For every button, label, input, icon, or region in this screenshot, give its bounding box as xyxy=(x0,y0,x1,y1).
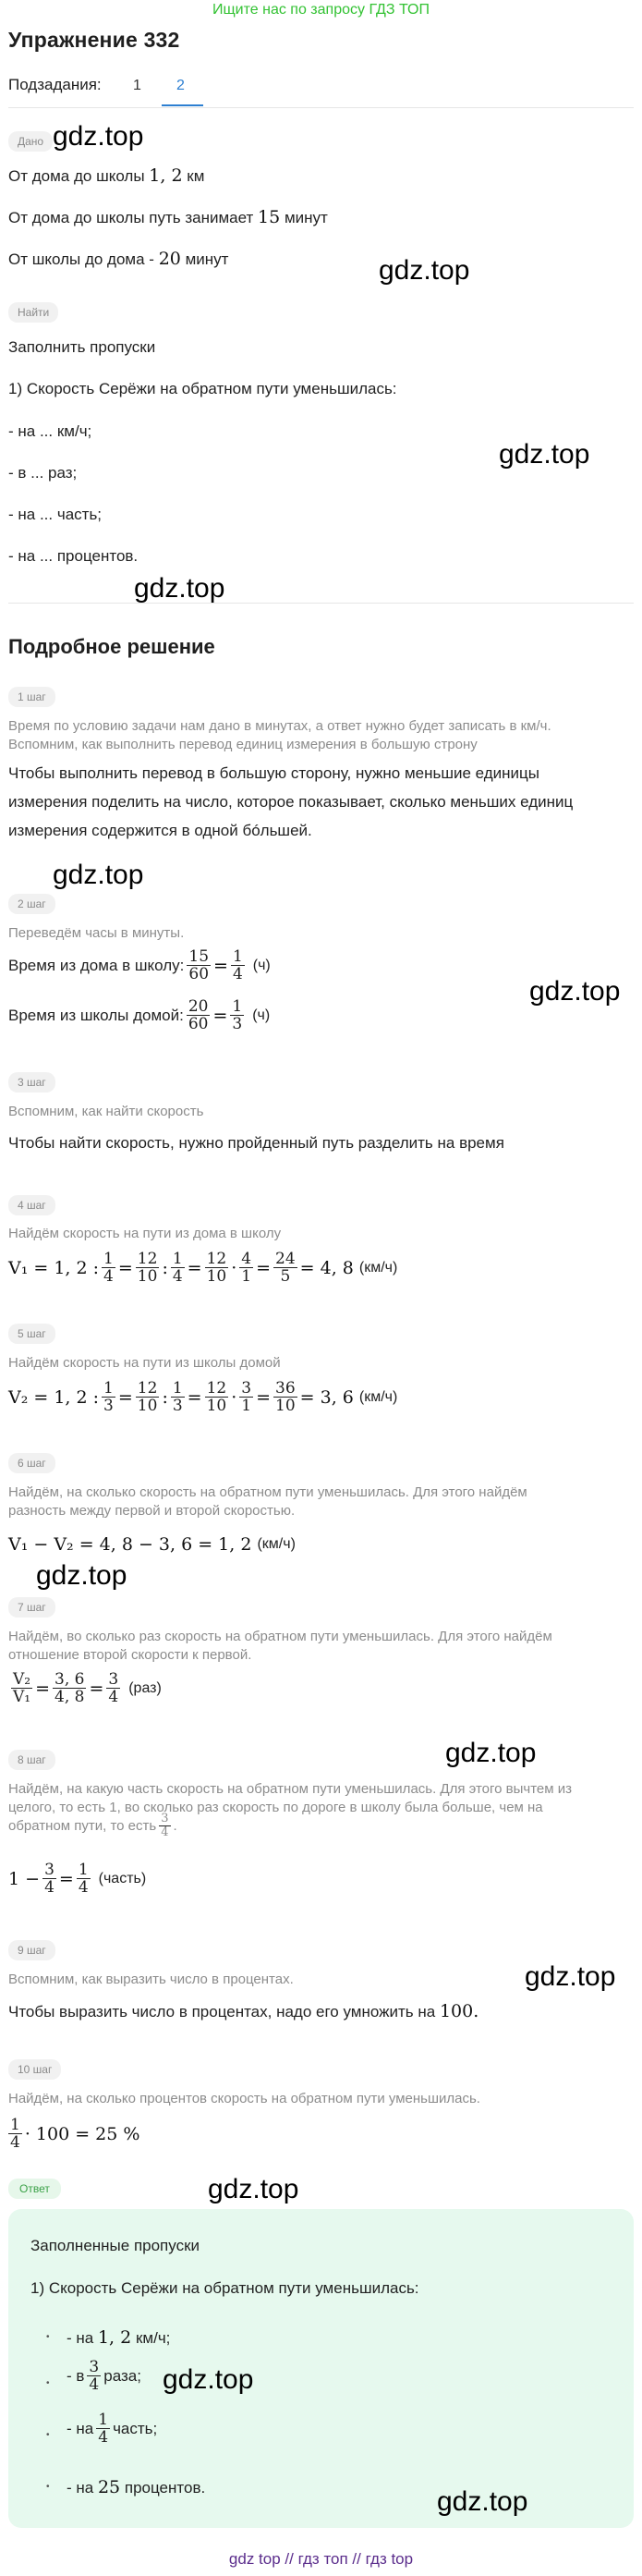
step-1-text: Чтобы выполнить перевод в большую сторону, нужно меньшие единицы xyxy=(8,764,540,782)
step-7-hint: отношение второй скорости к первой. xyxy=(8,1647,252,1663)
step-3-text: Чтобы найти скорость, нужно пройденный путь разделить на время xyxy=(8,1134,504,1152)
find-question: 1) Скорость Серёжи на обратном пути уменьшилась: xyxy=(8,380,397,397)
find-pill: Найти xyxy=(8,302,58,323)
step-2-pill: 2 шаг xyxy=(8,894,55,914)
step-7-pill: 7 шаг xyxy=(8,1597,55,1618)
watermark: gdz.top xyxy=(134,573,225,604)
step-4-formula: V₁ = 1, 2 : $\frac{1}{4}$ = $\frac{12}{10}$ : $\frac{1}{4}$ = $\frac{12}{10}$ · $\frac{4}{1}$ = $\frac{24}{5}$ = 4, 8 (км/ч) xyxy=(8,1250,398,1286)
step-9-text: Чтобы выразить число в процентах, надо его умножить на 100. xyxy=(8,2001,479,2021)
find-heading: Заполнить пропуски xyxy=(8,338,156,356)
top-search-link[interactable]: Ищите нас по запросу ГДЗ ТОП xyxy=(212,2,430,18)
step-5-formula: V₂ = 1, 2 : $\frac{1}{3}$ = $\frac{12}{10}$ : $\frac{1}{3}$ = $\frac{12}{10}$ · $\frac{3}{1}$ = $\frac{36}{10}$ = 3, 6 (км/ч) xyxy=(8,1379,398,1415)
tab-2[interactable]: 2 xyxy=(176,78,185,93)
step-8-hint: Найдём, на какую часть скорость на обратном пути уменьшилась. Для этого вычтем из xyxy=(8,1781,572,1797)
bullet-icon: • xyxy=(46,2378,50,2388)
watermark: gdz.top xyxy=(437,2486,528,2517)
step-1-text: измерения поделить на число, которое показывает, сколько меньших единиц xyxy=(8,793,574,811)
subtasks-label: Подзадания: xyxy=(8,76,102,93)
watermark: gdz.top xyxy=(163,2364,254,2395)
step-3-hint: Вспомним, как найти скорость xyxy=(8,1104,204,1119)
watermark: gdz.top xyxy=(36,1560,127,1591)
answer-item-2: - в $\frac{3}{4}$ раза; xyxy=(67,2358,141,2394)
answer-item-3: - на $\frac{1}{4}$ часть; xyxy=(67,2411,158,2447)
step-1-hint: Время по условию задачи нам дано в минутах, а ответ нужно будет записать в км/ч. xyxy=(8,718,551,734)
find-item: - на ... процентов. xyxy=(8,547,139,565)
step-10-hint: Найдём, на сколько процентов скорость на обратном пути уменьшилась. xyxy=(8,2091,480,2106)
watermark: gdz.top xyxy=(208,2174,299,2204)
step-8-pill: 8 шаг xyxy=(8,1750,55,1770)
answer-heading: Заполненные пропуски xyxy=(30,2237,200,2254)
step-5-pill: 5 шаг xyxy=(8,1324,55,1344)
step-6-pill: 6 шаг xyxy=(8,1453,55,1473)
given-pill: Дано xyxy=(8,131,53,152)
divider xyxy=(8,603,634,604)
step-2-hint: Переведём часы в минуты. xyxy=(8,925,185,941)
step-8-hint-line: обратном пути, то есть $\frac{3}{4}$ . xyxy=(8,1812,177,1839)
find-item: - на ... км/ч; xyxy=(8,422,92,440)
step-8-formula: 1 − $\frac{3}{4}$ = $\frac{1}{4}$ (часть) xyxy=(8,1861,147,1897)
watermark: gdz.top xyxy=(499,439,590,470)
step-3-pill: 3 шаг xyxy=(8,1072,55,1093)
step-7-hint: Найдём, во сколько раз скорость на обратном пути уменьшилась. Для этого найдём xyxy=(8,1629,552,1644)
answer-item-4: - на 25 процентов. xyxy=(67,2477,206,2497)
step-7-formula: $\frac{\text{V₂}}{\text{V₁}}$ = $\frac{3, 6}{4, 8}$ = $\frac{3}{4}$ (раз) xyxy=(13,1670,162,1706)
step-6-hint: разность между первой и второй скоростью. xyxy=(8,1503,296,1519)
step-4-hint: Найдём скорость на пути из дома в школу xyxy=(8,1226,282,1241)
step-9-pill: 9 шаг xyxy=(8,1940,55,1960)
tab-1[interactable]: 1 xyxy=(133,78,141,93)
watermark: gdz.top xyxy=(529,976,621,1007)
step-9-hint: Вспомним, как выразить число в процентах. xyxy=(8,1972,294,1987)
watermark: gdz.top xyxy=(445,1738,537,1768)
bullet-icon: • xyxy=(46,2332,50,2342)
step-2-row-2: Время из школы домой: $\frac{20}{60}$ = $\frac{1}{3}$ (ч) xyxy=(8,997,271,1033)
watermark: gdz.top xyxy=(379,255,470,286)
step-2-row-1: Время из дома в школу: $\frac{15}{60}$ = $\frac{1}{4}$ (ч) xyxy=(8,947,271,983)
solution-title: Подробное решение xyxy=(8,635,215,658)
answer-question: 1) Скорость Серёжи на обратном пути уменьшилась: xyxy=(30,2279,419,2297)
step-5-hint: Найдём скорость на пути из школы домой xyxy=(8,1355,281,1371)
watermark: gdz.top xyxy=(525,1961,616,1992)
step-1-pill: 1 шаг xyxy=(8,687,55,707)
step-6-formula: V₁ − V₂ = 4, 8 − 3, 6 = 1, 2 (км/ч) xyxy=(8,1534,296,1555)
step-4-pill: 4 шаг xyxy=(8,1195,55,1215)
bullet-icon: • xyxy=(46,2482,50,2492)
divider xyxy=(8,107,634,108)
given-line-2: От дома до школы путь занимает 15 минут xyxy=(8,207,328,227)
find-item: - на ... часть; xyxy=(8,506,103,523)
step-8-hint: целого, то есть 1, во сколько раз скорость по дороге в школу была больше, чем на xyxy=(8,1800,543,1815)
active-tab-indicator xyxy=(162,104,203,106)
answer-item-1: - на 1, 2 км/ч; xyxy=(67,2327,171,2348)
given-line-3: От школы до дома - 20 минут xyxy=(8,249,229,269)
step-10-pill: 10 шаг xyxy=(8,2059,61,2080)
step-1-text: измерения содержится в одной бóльшей. xyxy=(8,822,312,839)
given-line-1: От дома до школы 1, 2 км xyxy=(8,165,205,186)
bullet-icon: • xyxy=(46,2430,50,2440)
footer-links[interactable]: gdz top // гдз топ // гдз top xyxy=(228,2550,414,2568)
step-6-hint: Найдём, на сколько скорость на обратном пути уменьшилась. Для этого найдём xyxy=(8,1484,527,1500)
watermark: gdz.top xyxy=(53,121,144,152)
answer-pill: Ответ xyxy=(8,2179,61,2199)
watermark: gdz.top xyxy=(53,860,144,890)
step-1-hint: Вспомним, как выполнить перевод единиц измерения в большую строну xyxy=(8,737,478,752)
step-10-formula: $\frac{1}{4}$ · 100 = 25 % xyxy=(10,2116,140,2152)
page-title: Упражнение 332 xyxy=(8,28,180,52)
find-item: - в ... раз; xyxy=(8,464,78,482)
